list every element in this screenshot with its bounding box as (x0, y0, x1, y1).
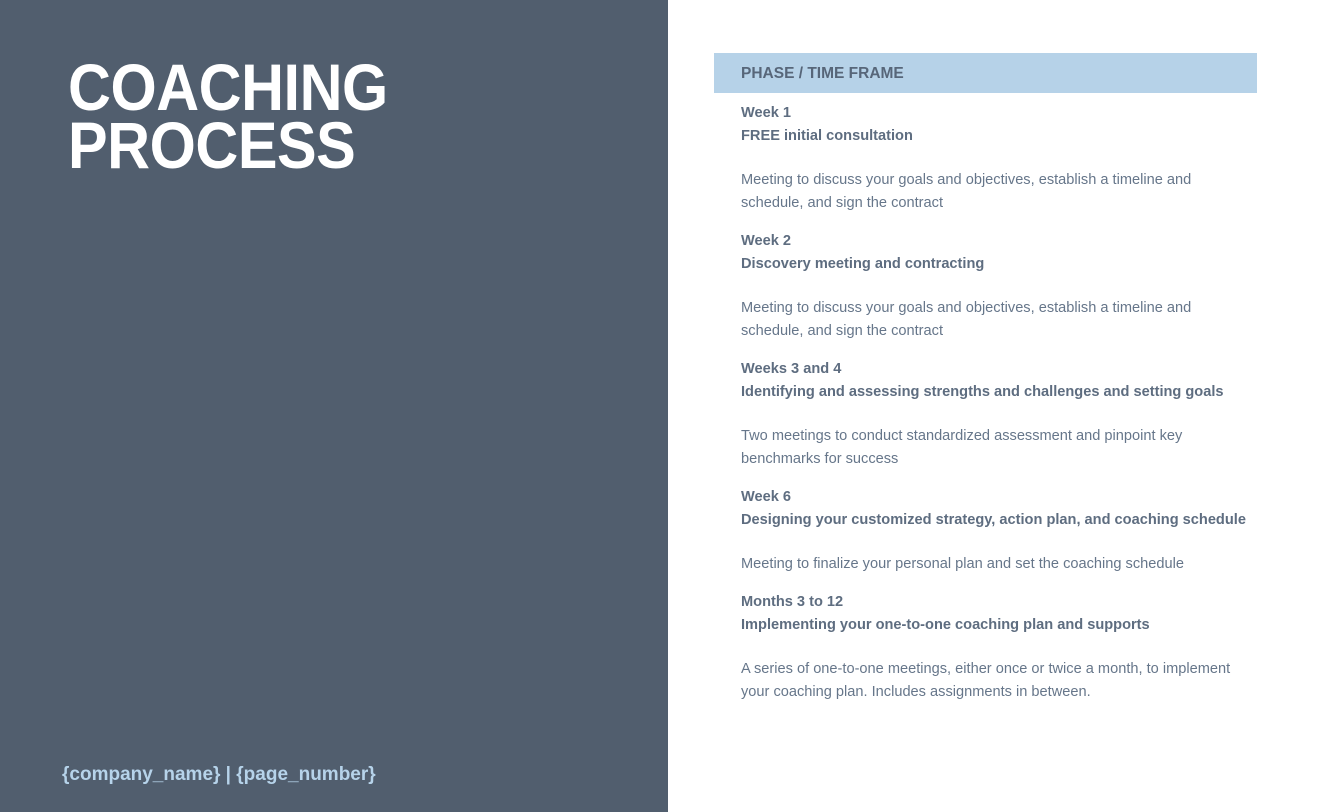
left-panel (0, 0, 668, 812)
phase-title: Implementing your one-to-one coaching plan and supports (741, 617, 1150, 633)
phase-item (741, 591, 1257, 704)
phase-time-frame: Week 2 (741, 233, 792, 249)
phase-time-frame: Week 1 (741, 105, 792, 121)
phase-item (741, 486, 1257, 576)
phase-description: Meeting to finalize your personal plan and set the coaching schedule (741, 556, 1184, 572)
phase-table (714, 53, 1257, 719)
page-title-line-2: PROCESS (68, 108, 356, 182)
phase-title: Identifying and assessing strengths and challenges and setting goals (741, 384, 1224, 400)
phase-time-frame: Weeks 3 and 4 (741, 361, 842, 377)
phase-time-frame: Week 6 (741, 489, 792, 505)
phase-title: Designing your customized strategy, action plan, and coaching schedule (741, 512, 1246, 528)
phase-title: Discovery meeting and contracting (741, 256, 985, 272)
phase-description: Meeting to discuss your goals and objectives, establish a timeline and schedule, and sign the contract (741, 300, 1192, 339)
phase-item (741, 102, 1257, 215)
phase-description: Two meetings to conduct standardized assessment and pinpoint key benchmarks for success (741, 428, 1183, 467)
phase-description: Meeting to discuss your goals and objectives, establish a timeline and schedule, and sign the contract (741, 172, 1192, 211)
page-title-line-1: COACHING (68, 50, 388, 124)
page-title (68, 50, 572, 182)
phase-item (741, 230, 1257, 343)
footer-company-page: {company_name} | {page_number} (62, 764, 376, 785)
phase-title: FREE initial consultation (741, 128, 913, 144)
phase-time-frame: Months 3 to 12 (741, 594, 844, 610)
phase-description: A series of one-to-one meetings, either once or twice a month, to implement your coaching plan. Includes assignments in between. (741, 661, 1231, 700)
table-header: PHASE / TIME FRAME (714, 53, 1257, 93)
phase-item (741, 358, 1257, 471)
phase-list (714, 93, 1257, 704)
